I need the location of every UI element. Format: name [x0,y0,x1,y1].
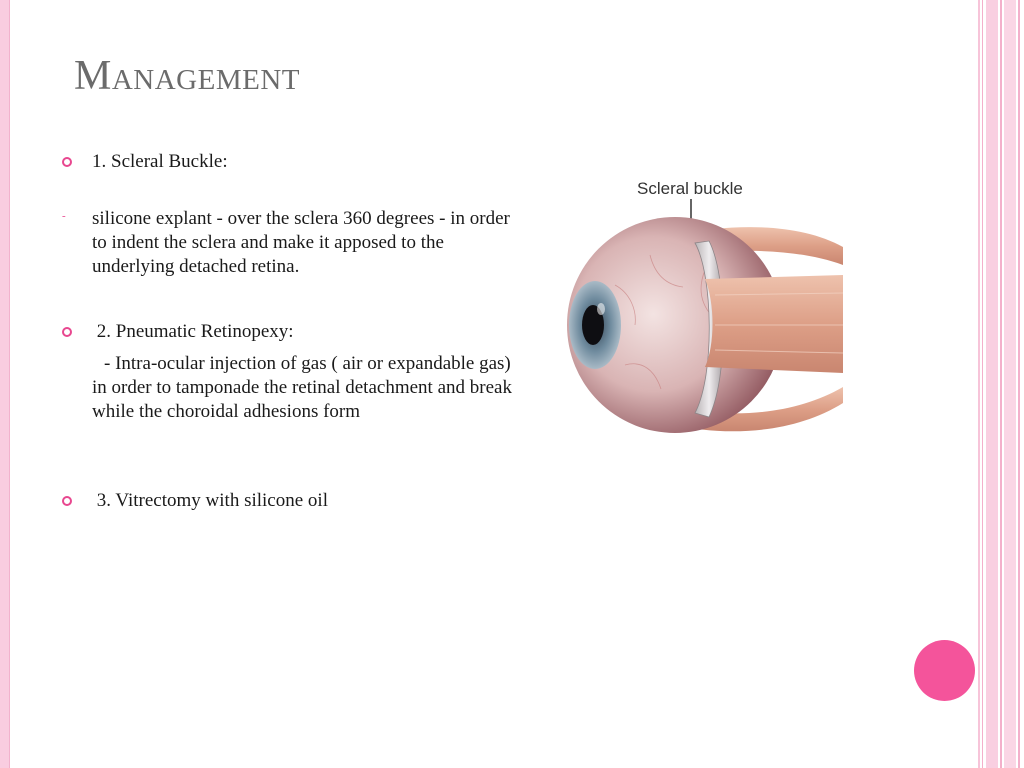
slide-title: Management [74,53,300,99]
list-item-text: - Intra-ocular injection of gas ( air or expandable gas) in order to tamponade the retinal detachment and break while the choroidal adhesions form [92,353,512,422]
decorative-circle [914,640,975,701]
bullet-icon [62,157,72,167]
figure-label: Scleral buckle [637,179,743,198]
list-item-text: 2. Pneumatic Retinopexy: [92,321,294,342]
list-item-text: 1. Scleral Buckle: [92,151,228,172]
left-border-stripe [0,0,10,768]
bullet-icon [62,327,72,337]
bullet-icon [62,496,72,506]
list-item-text: silicone explant - over the sclera 360 degrees - in order to indent the sclera and make it apposed to the underlying detached retina. [92,208,510,277]
eye-icon [555,175,845,455]
list-item-text: 3. Vitrectomy with silicone oil [92,490,328,511]
right-border-stripes [978,0,1024,768]
dash-icon: - [62,210,66,222]
scleral-buckle-illustration [555,175,845,455]
